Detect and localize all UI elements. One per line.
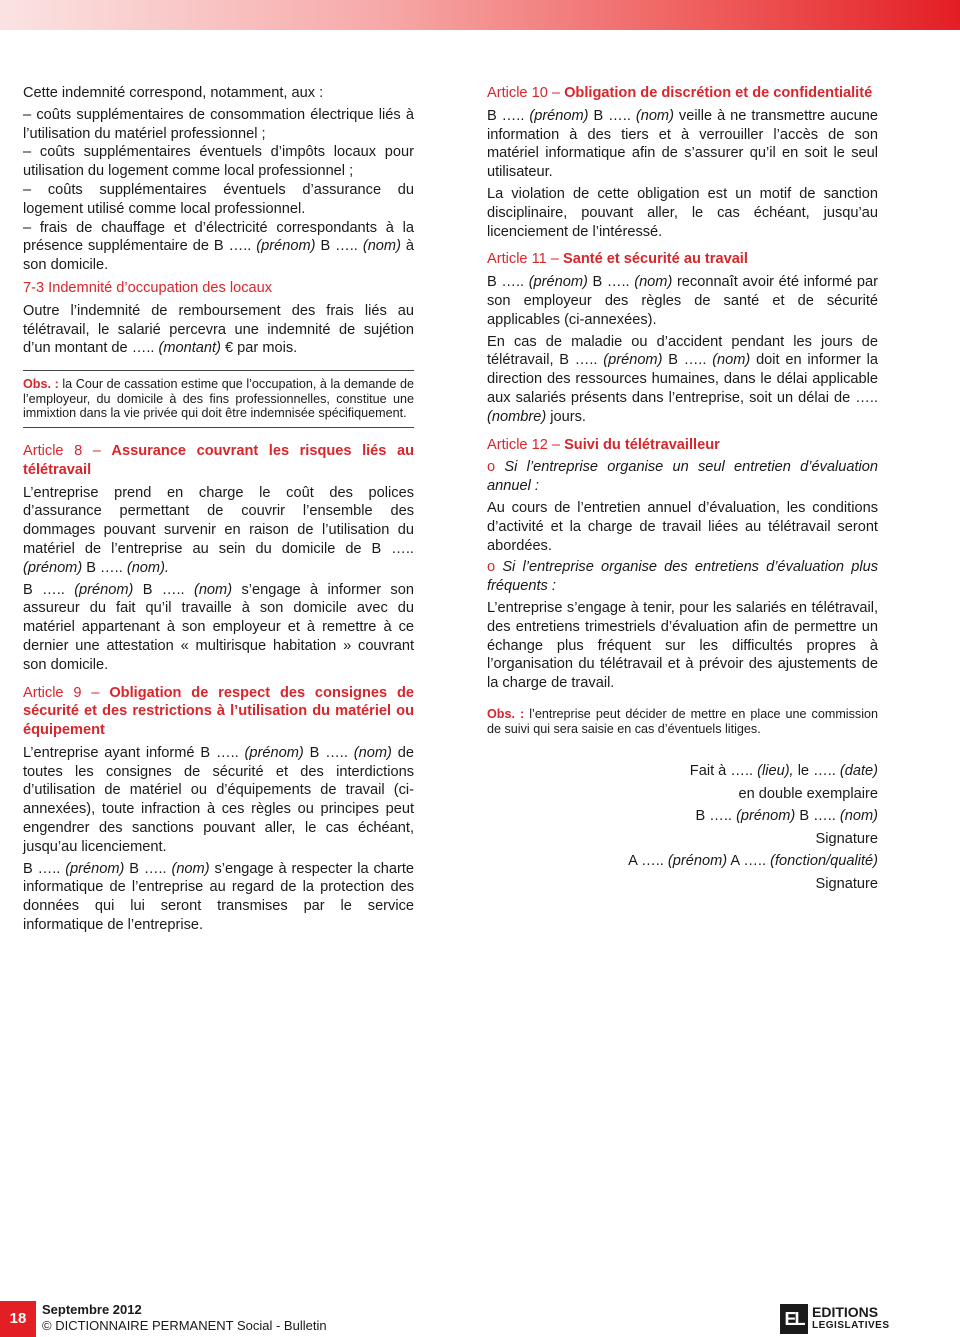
observation-note [487, 707, 878, 736]
paragraph: B ….. (prénom) B ….. (nom) s’engage à respecter la charte informatique de l’entreprise au regard de la protection des données qui lui seront transmises par le service informatique de l’entreprise. [23, 860, 415, 934]
article-title: Article 9 – Obligation de respect des consignes de sécurité et des restrictions à l’utilisation du matériel ou équipement [23, 684, 414, 739]
obs-text: l’entreprise peut décider de mettre en place une commission de suivi qui sera saisie en cas d’éventuels litiges. [487, 706, 879, 736]
signature-copies: en double exemplaire [738, 785, 878, 802]
signature-label: Signature [815, 830, 878, 847]
logo-line-2: LEGISLATIVES [812, 1320, 890, 1331]
paragraph: B ….. (prénom) B ….. (nom) veille à ne transmettre aucune information à des tiers et à verrouiller l’accès de son matériel informatique afin de s’assurer qu’il en soit le seul utilisateur. [487, 107, 878, 181]
observation-box [23, 370, 414, 428]
intro-text: Cette indemnité correspond, notamment, aux : [23, 85, 324, 101]
section-title: 7-3 Indemnité d’occupation des locaux [23, 279, 273, 296]
logo-mark-icon: EL [780, 1304, 808, 1334]
paragraph: B ….. (prénom) B ….. (nom) reconnaît avoir été informé par son employeur des règles de santé et de sécurité applicables (ci-annexées). [487, 274, 878, 328]
paragraph: La violation de cette obligation est un motif de sanction disciplinaire, pouvant aller, le cas échéant, jusqu’au licenciement de l’intéressé. [487, 185, 878, 240]
paragraph: Au cours de l’entretien annuel d’évaluation, les conditions d’activité et la charge de travail liées au télétravail seront abordées. [487, 499, 878, 554]
list-item: – coûts supplémentaires éventuels d’impôts locaux pour utilisation du logement comme local professionnel ; [23, 144, 414, 180]
paragraph: Outre l’indemnité de remboursement des frais liés au télétravail, le salarié percevra une indemnité de sujétion d’un montant de ….. (montant) € par mois. [23, 302, 414, 357]
header-gradient-bar [0, 0, 960, 30]
paragraph: En cas de maladie ou d’accident pendant les jours de télétravail, B ….. (prénom) B ….. (nom) doit en informer la direction des ressources humaines, dans le délai applicable aux salariés présents dans l’entreprise, soit un délai de ….. (nombre) jours. [487, 333, 878, 425]
paragraph: L’entreprise prend en charge le coût des polices d’assurance permettant de couvrir l’ensemble des dommages pouvant survenir en raison de l’utilisation du matériel de l’entreprise au sein du domicile de B ….. (prénom) B ….. (nom). [23, 484, 414, 576]
article-title: Article 10 – Obligation de discrétion et de confidentialité [487, 85, 873, 101]
obs-label: Obs. : [487, 706, 525, 721]
obs-text: la Cour de cassation estime que l’occupation, à la demande de l’employeur, du domicile à des fins professionnelles, constitue une immixtion dans la vie privée qui doit être indemnisée spécifiquement. [23, 377, 415, 421]
signature-label: Signature [815, 875, 878, 892]
signature-block [487, 762, 878, 893]
paragraph: L’entreprise s’engage à tenir, pour les salariés en télétravail, des entretiens trimestriels d’évaluation afin de permettre un échange plus fréquent sur les difficultés propres à l’organisation du télétravail et à prévoir des ajustements de la charge de travail. [487, 599, 878, 692]
signature-place-date: Fait à ….. (lieu), le ….. (date) [689, 763, 878, 780]
option-heading: o Si l’entreprise organise un seul entretien d’évaluation annuel : [487, 459, 878, 495]
publisher-logo [780, 1303, 890, 1335]
footer-date: Septembre 2012 [42, 1302, 142, 1317]
signature-employee: B ….. (prénom) B ….. (nom) [695, 808, 878, 825]
list-item: – frais de chauffage et d’électricité correspondants à la présence supplémentaire de B ….. (prénom) B ….. (nom) à son domicile. [23, 219, 415, 274]
footer-info [42, 1302, 327, 1334]
paragraph: B ….. (prénom) B ….. (nom) s’engage à informer son assureur du fait qu’il travaille à son domicile avec du matériel appartenant à son employeur et à remettre à ce dernier une attestation « multirisque habitation » couvrant son domicile. [23, 581, 414, 673]
left-column [23, 84, 414, 938]
right-column [487, 84, 878, 897]
paragraph: L’entreprise ayant informé B ….. (prénom) B ….. (nom) de toutes les consignes de sécurité et des interdictions d’utilisation de matériel ou d’équipements de travail (ci-annexées), toute infraction à ces règles ou principes peut engendrer des sanctions pouvant aller, le cas échéant, jusqu’au licenciement. [23, 744, 414, 855]
logo-line-1: EDITIONS [812, 1304, 879, 1320]
article-title: Article 11 – Santé et sécurité au travail [487, 251, 748, 268]
obs-label: Obs. : [23, 377, 59, 392]
list-item: – coûts supplémentaires de consommation électrique liés à l’utilisation du matériel professionnel ; [23, 106, 414, 142]
footer-publication: © DICTIONNAIRE PERMANENT Social - Bulletin [42, 1318, 327, 1333]
option-circle-icon: o [487, 459, 496, 476]
option-heading: o Si l’entreprise organise des entretiens d’évaluation plus fréquents : [487, 559, 878, 595]
option-circle-icon: o [487, 559, 496, 576]
list-item: – coûts supplémentaires éventuels d’assurance du logement utilisé comme local professionnel. [23, 181, 414, 217]
article-title: Article 12 – Suivi du télétravailleur [487, 436, 720, 453]
article-title: Article 8 – Assurance couvrant les risques liés au télétravail [23, 442, 414, 478]
page-number: 18 [0, 1301, 36, 1337]
signature-employer: A ….. (prénom) A ….. (fonction/qualité) [628, 853, 878, 870]
